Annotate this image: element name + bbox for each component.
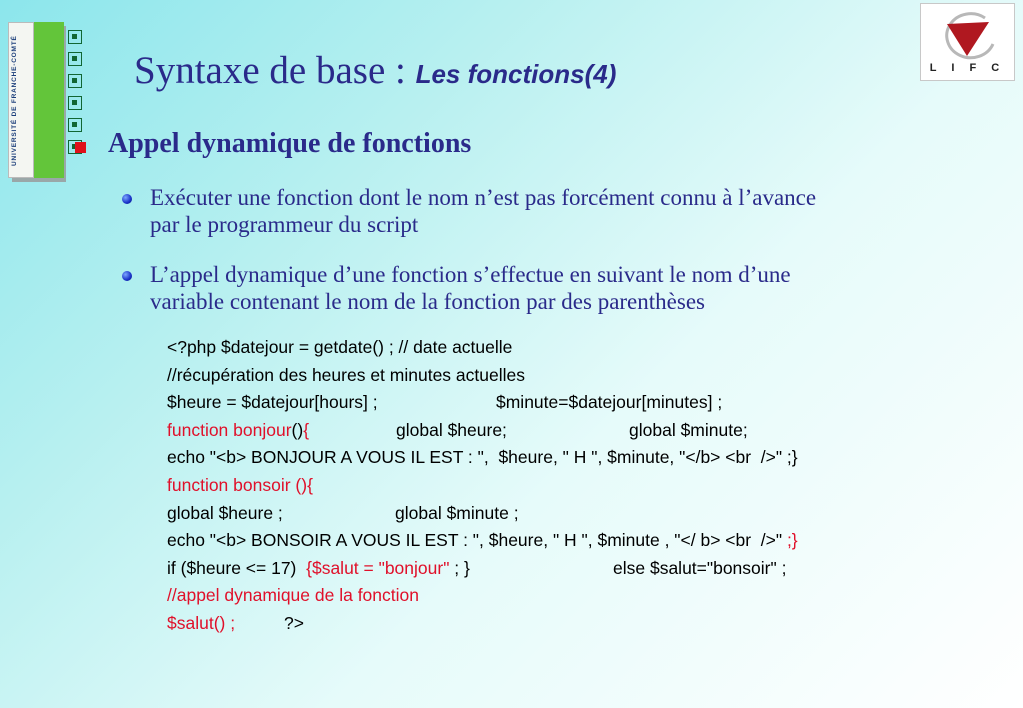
code-text: else $salut="bonsoir" ; [613,557,787,578]
code-keyword: {$salut = "bonjour" [306,557,450,578]
code-block [167,337,798,641]
code-line [167,392,798,420]
code-text: $minute=$datejour[minutes] ; [496,392,723,413]
code-text: ?> [284,612,304,633]
code-line [167,365,798,393]
slide-title [134,48,616,93]
banner-text-strip [8,22,34,178]
code-line [167,447,798,475]
bullet-text-2 [150,261,1000,315]
code-keyword: function bonsoir (){ [167,474,313,495]
university-icon-3 [68,74,82,88]
round-bullet-icon [122,271,132,281]
code-text: global $heure; [396,419,507,440]
code-keyword: { [303,419,310,440]
university-banner [8,22,64,180]
bullet-2-line-1: L’appel dynamique d’une fonction s’effectue en suivant le nom d’une [150,262,791,287]
university-icon-4 [68,96,82,110]
title-main: Syntaxe de base : [134,49,416,92]
code-text: <?php $datejour = getdate() ; // date actuelle [167,337,513,357]
lifc-logo [920,3,1015,81]
code-text: //récupération des heures et minutes actuelles [167,364,525,385]
code-text: global $heure ; [167,502,283,523]
code-line [167,337,798,365]
code-line [167,420,798,448]
code-comment: //appel dynamique de la fonction [167,585,419,606]
bullet-1-line-1: Exécuter une fonction dont le nom n’est pas forcément connu à l’avance [150,185,817,210]
code-line [167,475,798,503]
university-name: UNIVERSITÉ DE FRANCHE-COMTÉ [11,35,18,167]
lifc-logo-text: L I F C [929,62,1006,74]
lifc-logo-icon [933,10,1003,62]
code-text: if ($heure <= 17) [167,557,307,578]
code-line [167,503,798,531]
square-bullet-icon [75,142,86,153]
university-icon-2 [68,52,82,66]
code-text: $heure = $datejour[hours] ; [167,392,378,413]
code-line [167,585,798,613]
code-text: echo "<b> BONJOUR A VOUS IL EST : ", $heure, " H ", $minute, "</b> <br />" ;} [167,447,798,468]
university-icon-5 [68,118,82,132]
bullet-2-line-2: variable contenant le nom de la fonction par des parenthèses [150,289,705,314]
bullet-1-line-2: par le programmeur du script [150,212,419,237]
section-heading: Appel dynamique de fonctions [108,128,472,159]
university-icon-1 [68,30,82,44]
code-text: global $minute; [629,419,748,440]
round-bullet-icon [122,194,132,204]
code-text: global $minute ; [395,502,519,523]
code-text: () [291,419,304,440]
code-text: echo "<b> BONSOIR A VOUS IL EST : ", $heure, " H ", $minute , "</ b> <br />" [167,530,787,551]
banner-icon-strip [34,22,64,178]
bullet-text-1 [150,184,1000,238]
code-keyword: function bonjour [167,419,292,440]
title-subtitle: Les fonctions(4) [415,59,617,89]
code-line [167,613,798,641]
code-line [167,530,798,558]
code-keyword: ;} [786,530,798,551]
code-keyword: $salut() ; [167,612,236,633]
code-line [167,558,798,586]
code-text: ; } [449,557,470,578]
